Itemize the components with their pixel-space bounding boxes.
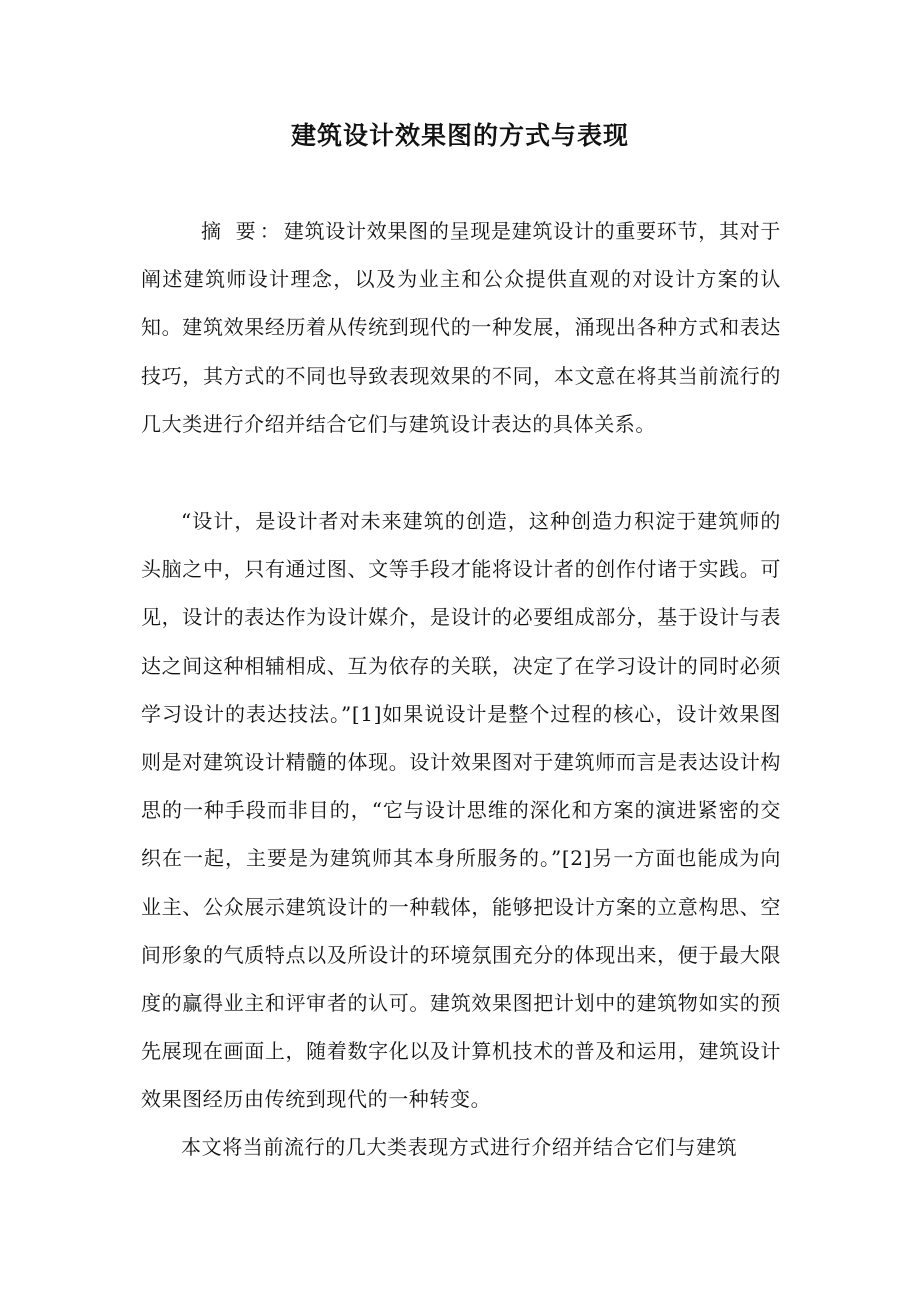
abstract-paragraph bbox=[141, 207, 781, 448]
body-paragraph-2: 本文将当前流行的几大类表现方式进行介绍并结合它们与建筑 bbox=[181, 1135, 738, 1159]
document-title: 建筑设计效果图的方式与表现 bbox=[290, 121, 629, 150]
abstract-text: 建筑设计效果图的呈现是建筑设计的重要环节，其对于阐述建筑师设计理念，以及为业主和公众提供直观的对设计方案的认知。建筑效果经历着从传统到现代的一种发展，涌现出各种方式和表达技巧，其方式的不同也导致表现效果的不同，本文意在将其当前流行的几大类进行介绍并结合它们与建筑设计表达的具体关系。 bbox=[141, 219, 781, 436]
abstract-label: 摘 要： bbox=[201, 219, 284, 243]
body-paragraph-1: “设计，是设计者对未来建筑的创造，这种创造力积淀于建筑师的头脑之中，只有通过图、文等手段才能将设计者的创作付诸于实践。可见，设计的表达作为设计媒介，是设计的必要组成部分，基于设计与表达之间这种相辅相成、互为依存的关联，决定了在学习设计的同时必须学习设计的表达技法。”[1]如果说设计是整个过程的核心，设计效果图则是对建筑设计精髓的体现。设计效果图对于建筑师而言是表达设计构思的一种手段而非目的，“它与设计思维的深化和方案的演进紧密的交织在一起，主要是为建筑师其本身所服务的。”[2]另一方面也能成为向业主、公众展示建筑设计的一种载体，能够把设计方案的立意构思、空间形象的气质特点以及所设计的环境氛围充分的体现出来，便于最大限度的赢得业主和评审者的认可。建筑效果图把计划中的建筑物如实的预先展现在画面上，随着数字化以及计算机技术的普及和运用，建筑设计效果图经历由传统到现代的一种转变。 bbox=[141, 509, 781, 1112]
